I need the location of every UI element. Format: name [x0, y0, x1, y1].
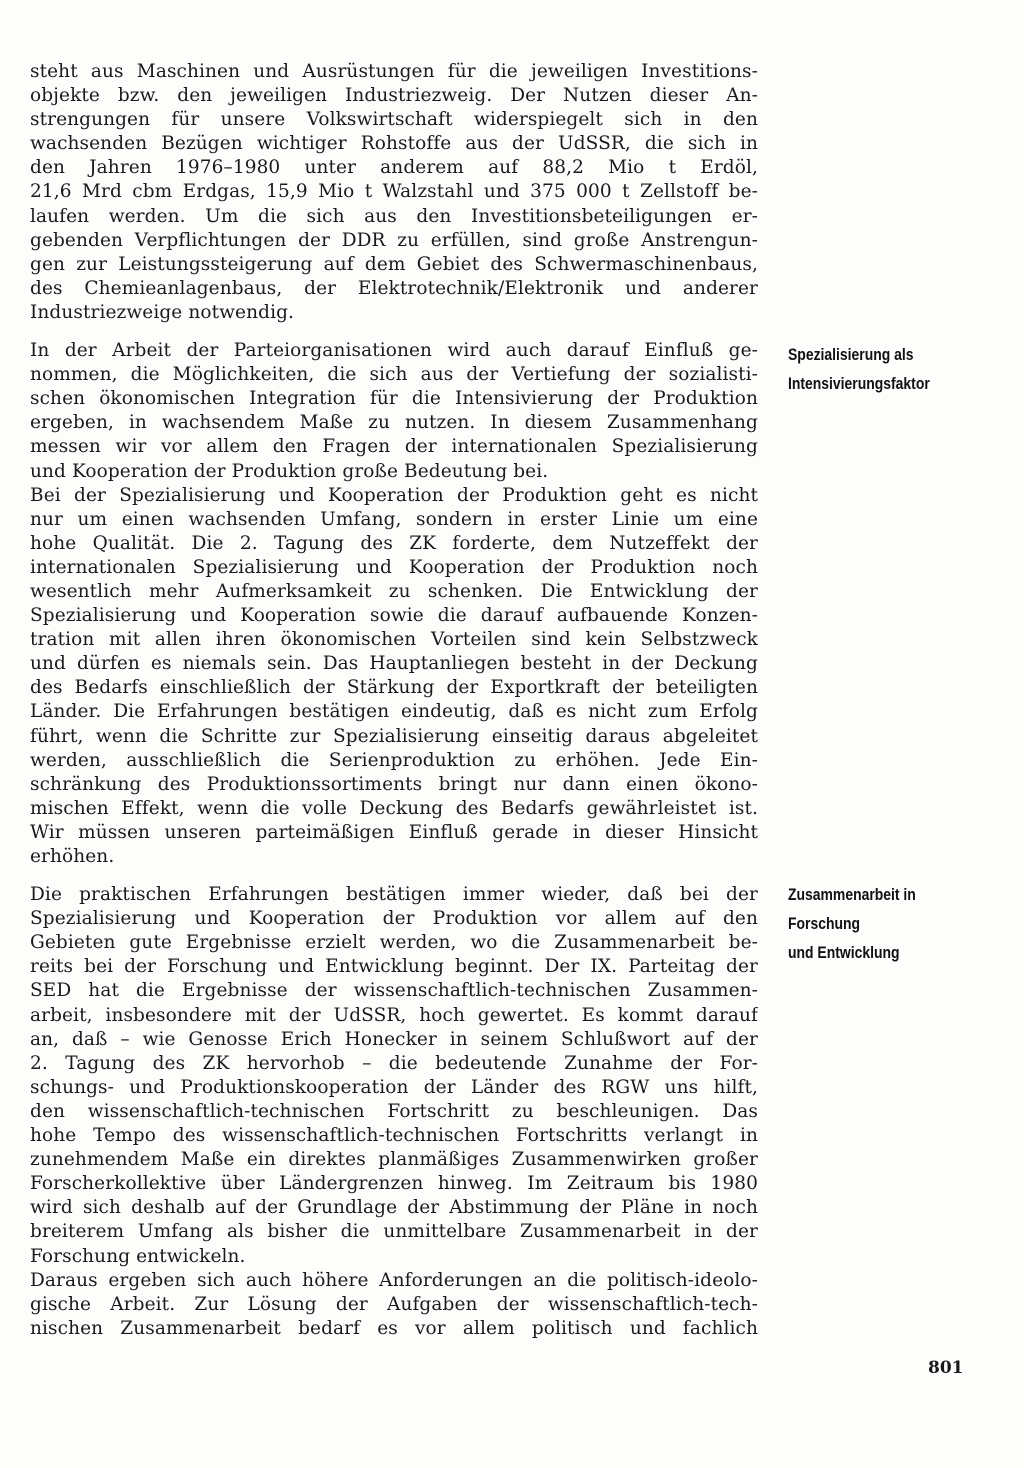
text-line: führt, wenn die Schritte zur Spezialisierung einseitig daraus abgeleitet — [30, 725, 758, 747]
main-text-column — [30, 60, 758, 1341]
text-line: hohe Qualität. Die 2. Tagung des ZK forderte, dem Nutzeffekt der — [30, 532, 758, 554]
text-line: arbeit, insbesondere mit der UdSSR, hoch gewertet. Es kommt darauf — [30, 1004, 758, 1026]
text-line: Wir müssen unseren parteimäßigen Einfluß gerade in dieser Hinsicht — [30, 821, 758, 843]
side-note-line: Zusammenarbeit in — [788, 885, 916, 904]
paragraph-research-cooperation — [30, 883, 758, 1269]
text-line: wird sich deshalb auf der Grundlage der Abstimmung der Pläne in noch — [30, 1197, 758, 1219]
side-note-specialisation — [788, 340, 968, 398]
text-line: wesentlich mehr Aufmerksamkeit zu schenken. Die Entwicklung der — [30, 580, 758, 602]
text-line: breiterem Umfang als bisher die unmittelbare Zusammenarbeit in der — [30, 1221, 758, 1243]
paragraph-specialisation-quality — [30, 484, 758, 870]
text-line: nischen Zusammenarbeit bedarf es vor allem politisch und fachlich — [30, 1317, 758, 1339]
text-line: Industriezweige notwendig. — [30, 301, 295, 323]
text-line: den wissenschaftlich-technischen Fortschritt zu beschleunigen. Das — [30, 1100, 758, 1122]
text-line: ergeben, in wachsendem Maße zu nutzen. In diesem Zusammenhang — [30, 412, 758, 434]
text-line: wachsenden Bezügen wichtiger Rohstoffe aus der UdSSR, die sich in — [30, 133, 758, 155]
text-line: Länder. Die Erfahrungen bestätigen eindeutig, daß es nicht zum Erfolg — [30, 701, 758, 723]
paragraph-investments — [30, 60, 758, 325]
side-note-line: Intensivierungsfaktor — [788, 374, 930, 393]
text-line: tration mit allen ihren ökonomischen Vorteilen sind kein Selbstzweck — [30, 629, 758, 651]
text-line: werden, ausschließlich die Serienproduktion zu erhöhen. Jede Ein- — [30, 749, 758, 771]
text-line: strengungen für unsere Volkswirtschaft widerspiegelt sich in den — [30, 109, 758, 131]
text-line: In der Arbeit der Parteiorganisationen wird auch darauf Einfluß ge- — [30, 340, 758, 362]
text-line: messen wir vor allem den Fragen der internationalen Spezialisierung — [30, 436, 758, 458]
text-line: Forschung entwickeln. — [30, 1245, 246, 1267]
text-line: gebenden Verpflichtungen der DDR zu erfüllen, sind große Anstrengun- — [30, 229, 758, 251]
paragraph-ideological-work — [30, 1269, 758, 1341]
text-line: gen zur Leistungssteigerung auf dem Gebiet des Schwermaschinenbaus, — [30, 253, 758, 275]
text-line: nommen, die Möglichkeiten, die sich aus der Vertiefung der sozialisti- — [30, 364, 758, 386]
text-line: 2. Tagung des ZK hervorhob – die bedeutende Zunahme der For- — [30, 1052, 758, 1074]
text-line: an, daß – wie Genosse Erich Honecker in seinem Schlußwort auf der — [30, 1028, 758, 1050]
text-line: Spezialisierung und Kooperation der Produktion vor allem auf den — [30, 908, 758, 930]
text-line: Bei der Spezialisierung und Kooperation der Produktion geht es nicht — [30, 484, 758, 506]
side-note-line: und Entwicklung — [788, 943, 900, 962]
text-line: steht aus Maschinen und Ausrüstungen für die jeweiligen Investitions- — [30, 61, 758, 82]
side-note-line: Forschung — [788, 914, 861, 933]
text-line: gische Arbeit. Zur Lösung der Aufgaben der wissenschaftlich-tech- — [30, 1293, 758, 1315]
text-line: schränkung des Produktionssortiments bringt nur dann einen ökono- — [30, 773, 758, 795]
text-line: Die praktischen Erfahrungen bestätigen immer wieder, daß bei der — [30, 884, 758, 906]
text-line: hohe Tempo des wissenschaftlich-technischen Fortschritts verlangt in — [30, 1125, 758, 1147]
paragraph-gap — [30, 325, 758, 339]
text-line: zunehmendem Maße ein direktes planmäßiges Zusammenwirken großer — [30, 1149, 758, 1171]
text-line: schungs- und Produktionskooperation der Länder des RGW uns hilft, — [30, 1076, 758, 1098]
side-note-research — [788, 880, 968, 967]
text-line: des Chemieanlagenbaus, der Elektrotechnik/Elektronik und anderer — [30, 277, 758, 299]
text-line: internationalen Spezialisierung und Kooperation der Produktion noch — [30, 556, 758, 578]
text-line: Spezialisierung und Kooperation sowie die darauf aufbauende Konzen- — [30, 605, 758, 627]
text-line: reits bei der Forschung und Entwicklung beginnt. Der IX. Parteitag der — [30, 956, 758, 978]
side-note-line: Spezialisierung als — [788, 345, 914, 364]
text-line: Forscherkollektive über Ländergrenzen hinweg. Im Zeitraum bis 1980 — [30, 1173, 758, 1195]
text-line: SED hat die Ergebnisse der wissenschaftlich-technischen Zusammen- — [30, 980, 758, 1002]
paragraph-gap — [30, 869, 758, 883]
text-line: Gebieten gute Ergebnisse erzielt werden, wo die Zusammenarbeit be- — [30, 932, 758, 954]
text-line: mischen Effekt, wenn die volle Deckung des Bedarfs gewährleistet ist. — [30, 797, 758, 819]
text-line: Daraus ergeben sich auch höhere Anforderungen an die politisch-ideolo- — [30, 1269, 758, 1291]
text-line: und dürfen es niemals sein. Das Hauptanliegen besteht in der Deckung — [30, 653, 758, 675]
text-line: laufen werden. Um die sich aus den Investitionsbeteiligungen er- — [30, 205, 758, 227]
text-line: 21,6 Mrd cbm Erdgas, 15,9 Mio t Walzstahl und 375 000 t Zellstoff be- — [30, 181, 758, 203]
text-line: des Bedarfs einschließlich der Stärkung der Exportkraft der beteiligten — [30, 677, 758, 699]
text-line: und Kooperation der Produktion große Bedeutung bei. — [30, 460, 549, 482]
text-line: objekte bzw. den jeweiligen Industriezweig. Der Nutzen dieser An- — [30, 85, 758, 107]
text-line: schen ökonomischen Integration für die Intensivierung der Produktion — [30, 388, 758, 410]
page-number: 801 — [928, 1358, 964, 1378]
text-line: den Jahren 1976–1980 unter anderem auf 88,2 Mio t Erdöl, — [30, 157, 758, 179]
text-line: nur um einen wachsenden Umfang, sondern in erster Linie um eine — [30, 508, 758, 530]
paragraph-party-influence — [30, 339, 758, 484]
text-line: erhöhen. — [30, 846, 115, 867]
